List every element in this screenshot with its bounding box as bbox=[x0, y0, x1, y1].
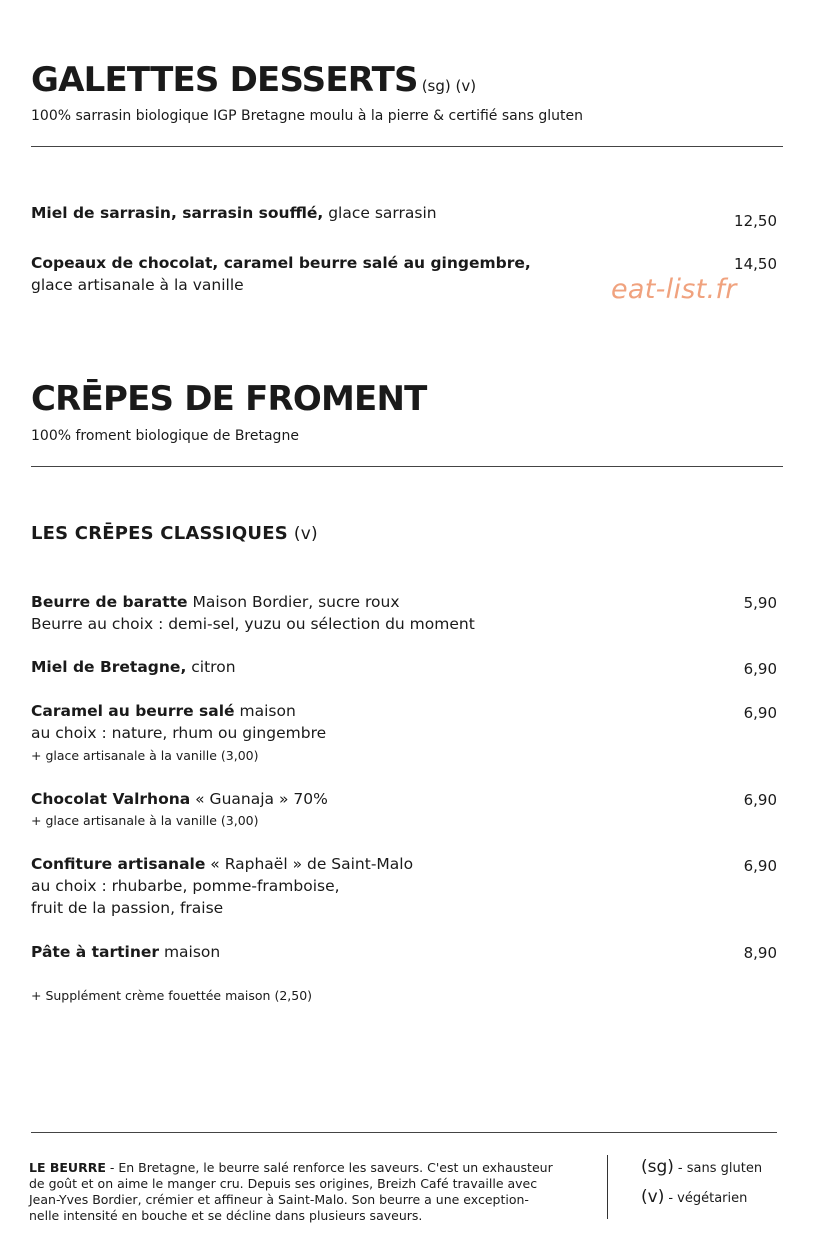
beurre-note bbox=[29, 1160, 553, 1224]
beurre-label: LE BEURRE bbox=[29, 1160, 106, 1175]
legend-symbol: (sg) bbox=[641, 1157, 674, 1177]
item-price: 8,90 bbox=[743, 944, 777, 962]
watermark: eat-list.fr bbox=[611, 274, 737, 305]
menu-item bbox=[31, 252, 531, 296]
crepes-title: CRĒPES DE FROMENT bbox=[31, 379, 427, 419]
beurre-text: nelle intensité en bouche et se décline dans plusieurs saveurs. bbox=[29, 1208, 423, 1223]
crepes-subtitle: 100% froment biologique de Bretagne bbox=[31, 428, 299, 444]
menu-item bbox=[31, 788, 328, 810]
galettes-diet-tags: (sg) (v) bbox=[421, 77, 477, 95]
item-desc: glace sarrasin bbox=[323, 204, 437, 222]
item-desc: au choix : nature, rhum ou gingembre bbox=[31, 724, 327, 742]
item-name: Confiture artisanale bbox=[31, 855, 206, 873]
legend-sans-gluten bbox=[641, 1157, 762, 1177]
galettes-title-text: GALETTES DESSERTS bbox=[31, 60, 418, 100]
section-title bbox=[31, 523, 318, 544]
item-price: 5,90 bbox=[743, 594, 777, 612]
item-desc: maison bbox=[234, 702, 296, 720]
legend-symbol: (v) bbox=[641, 1187, 665, 1207]
item-name: Caramel au beurre salé bbox=[31, 702, 235, 720]
footer-divider bbox=[31, 1132, 777, 1133]
item-price: 6,90 bbox=[743, 857, 777, 875]
beurre-text: - En Bretagne, le beurre salé renforce les saveurs. C'est un exhausteur bbox=[105, 1160, 553, 1175]
item-note: + glace artisanale à la vanille (3,00) bbox=[31, 748, 259, 763]
item-name: Chocolat Valrhona bbox=[31, 790, 191, 808]
menu-item bbox=[31, 591, 475, 635]
item-name: Miel de sarrasin, sarrasin soufflé, bbox=[31, 204, 324, 222]
legend-label: - végétarien bbox=[668, 1191, 748, 1206]
item-desc: fruit de la passion, fraise bbox=[31, 899, 224, 917]
divider bbox=[31, 146, 783, 147]
galettes-title bbox=[31, 60, 476, 100]
menu-item bbox=[31, 941, 220, 963]
item-price: 6,90 bbox=[743, 791, 777, 809]
item-name: Beurre de baratte bbox=[31, 593, 188, 611]
item-desc: Beurre au choix : demi-sel, yuzu ou sélection du moment bbox=[31, 615, 475, 633]
item-desc: au choix : rhubarbe, pomme-framboise, bbox=[31, 877, 340, 895]
item-price: 6,90 bbox=[743, 660, 777, 678]
menu-item bbox=[31, 700, 326, 744]
menu-item bbox=[31, 202, 437, 224]
item-desc: « Guanaja » 70% bbox=[190, 790, 328, 808]
item-desc: citron bbox=[186, 658, 236, 676]
supplement-note: + Supplément crème fouettée maison (2,50) bbox=[31, 988, 313, 1003]
section-diet-tag: (v) bbox=[293, 524, 318, 544]
item-price: 12,50 bbox=[734, 212, 777, 230]
footer-separator bbox=[607, 1155, 608, 1219]
item-desc: maison bbox=[159, 943, 221, 961]
menu-item bbox=[31, 853, 413, 919]
legend-vegetarien bbox=[641, 1187, 747, 1207]
item-price: 6,90 bbox=[743, 704, 777, 722]
item-price: 14,50 bbox=[734, 255, 777, 273]
menu-item bbox=[31, 656, 236, 678]
item-name: Miel de Bretagne, bbox=[31, 658, 187, 676]
item-desc: « Raphaël » de Saint-Malo bbox=[205, 855, 414, 873]
item-desc: Maison Bordier, sucre roux bbox=[187, 593, 400, 611]
divider bbox=[31, 466, 783, 467]
galettes-subtitle: 100% sarrasin biologique IGP Bretagne moulu à la pierre & certifié sans gluten bbox=[31, 108, 583, 124]
item-note: + glace artisanale à la vanille (3,00) bbox=[31, 813, 259, 828]
item-desc: glace artisanale à la vanille bbox=[31, 276, 244, 294]
beurre-text: Jean-Yves Bordier, crémier et affineur à Saint-Malo. Son beurre a une exception- bbox=[29, 1192, 529, 1207]
section-title-text: LES CRĒPES CLASSIQUES bbox=[31, 523, 288, 544]
item-name: Pâte à tartiner bbox=[31, 943, 160, 961]
item-name: Copeaux de chocolat, caramel beurre salé au gingembre, bbox=[31, 254, 531, 272]
legend-label: - sans gluten bbox=[677, 1161, 763, 1176]
beurre-text: de goût et on aime le manger cru. Depuis ses origines, Breizh Café travaille avec bbox=[29, 1176, 538, 1191]
